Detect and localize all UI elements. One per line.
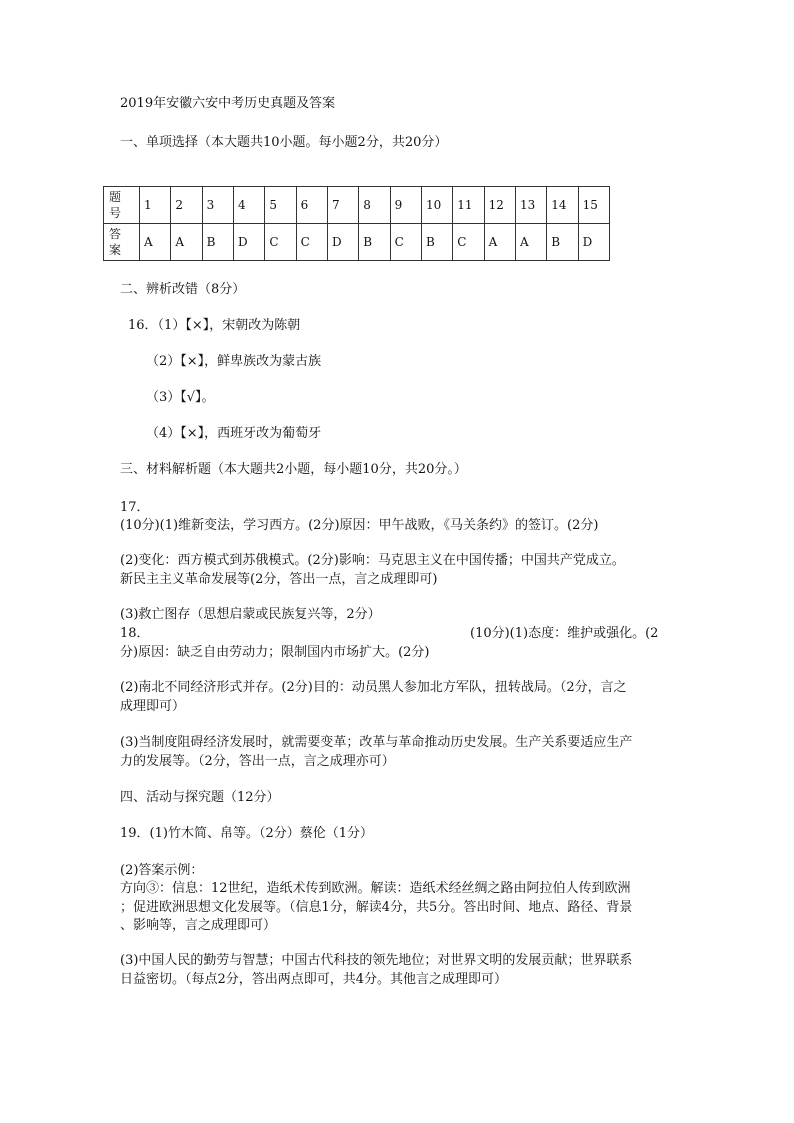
q16-item-4: （4）【×】，西班牙改为葡萄牙 — [146, 426, 322, 441]
q19-line-4: ；促进欧洲思想文化发展等。（信息1分，解读4分，共5分。答出时间、地点、路径、背景 — [120, 900, 633, 915]
section4-heading: 四、活动与探究题（12分） — [120, 790, 280, 805]
doc-title: 2019年安徽六安中考历史真题及答案 — [120, 96, 336, 111]
answer-table — [103, 186, 610, 261]
table-cell: 12 — [484, 187, 515, 224]
q17-line-4: (3)救亡图存（思想启蒙或民族复兴等，2分） — [120, 607, 381, 622]
q19-line-7: 日益密切。（每点2分，答出两点即可，共4分。其他言之成理即可） — [120, 972, 508, 987]
table-cell: 7 — [327, 187, 358, 224]
table-cell: 5 — [265, 187, 296, 224]
q19-line-2: (2)答案示例： — [120, 863, 204, 878]
q18-line-5: (3)当制度阻碍经济发展时，就需要变革；改革与革命推动历史发展。生产关系要适应生产 — [120, 735, 633, 750]
table-cell: 6 — [296, 187, 327, 224]
q19-line-3: 方向③：信息：12世纪，造纸术传到欧洲。解读：造纸术经丝绸之路由阿拉伯人传到欧洲 — [120, 881, 631, 896]
table-row-numbers — [104, 187, 610, 224]
q19-line-5: 、影响等，言之成理即可） — [120, 918, 277, 933]
q19-line-1: 19．(1)竹木简、帛等。（2分）蔡伦（1分） — [120, 826, 373, 841]
table-cell: B — [547, 224, 578, 261]
table-cell: B — [202, 224, 233, 261]
q18-number: 18． — [120, 626, 150, 641]
section2-heading: 二、辨析改错（8分） — [120, 282, 246, 297]
q18-line-2: 分)原因：缺乏自由劳动力；限制国内市场扩大。(2分) — [120, 645, 430, 660]
table-cell: C — [296, 224, 327, 261]
table-cell: A — [515, 224, 546, 261]
q18-line-3: (2)南北不同经济形式并存。(2分)目的：动员黑人参加北方军队，扭转战局。（2分，言之 — [120, 680, 627, 695]
q18-line-4: 成理即可） — [120, 699, 186, 714]
table-cell: C — [390, 224, 421, 261]
q17-line-1: (10分)(1)维新变法，学习西方。(2分)原因：甲午战败，《马关条约》的签订。(2分) — [120, 518, 599, 533]
q16-item-3: （3）【√】。 — [146, 390, 215, 405]
table-cell: A — [484, 224, 515, 261]
table-cell: 4 — [233, 187, 264, 224]
row-header-answer: 答 案 — [104, 224, 140, 261]
table-cell: D — [327, 224, 358, 261]
table-cell: A — [140, 224, 171, 261]
table-cell: 2 — [171, 187, 202, 224]
table-cell: 3 — [202, 187, 233, 224]
section1-heading: 一、单项选择（本大题共10小题。每小题2分，共20分） — [120, 135, 448, 150]
q17-line-2: (2)变化：西方模式到苏俄模式。(2分)影响：马克思主义在中国传播；中国共产党成立。 — [120, 553, 625, 568]
q18-line-1: (10分)(1)态度：维护或强化。(2 — [470, 626, 659, 641]
section3-heading: 三、材料解析题（本大题共2小题，每小题10分，共20分。） — [120, 462, 467, 477]
table-cell: 1 — [140, 187, 171, 224]
q17-number: 17． — [120, 500, 150, 515]
table-cell: 11 — [453, 187, 484, 224]
q19-line-6: (3)中国人民的勤劳与智慧；中国古代科技的领先地位；对世界文明的发展贡献；世界联系 — [120, 953, 633, 968]
table-cell: 9 — [390, 187, 421, 224]
q16-item-1: 16．（1）【×】，宋朝改为陈朝 — [128, 318, 301, 333]
row-header-number: 题 号 — [104, 187, 140, 224]
table-cell: D — [578, 224, 609, 261]
table-cell: B — [359, 224, 390, 261]
table-cell: C — [453, 224, 484, 261]
table-cell: D — [233, 224, 264, 261]
table-cell: A — [171, 224, 202, 261]
q17-line-3: 新民主主义革命发展等(2分，答出一点，言之成理即可) — [120, 572, 438, 587]
q16-item-2: （2）【×】，鲜卑族改为蒙古族 — [146, 354, 322, 369]
q18-line-6: 力的发展等。（2分，答出一点，言之成理亦可） — [120, 754, 395, 769]
table-cell: 14 — [547, 187, 578, 224]
table-cell: B — [421, 224, 452, 261]
table-cell: C — [265, 224, 296, 261]
table-cell: 10 — [421, 187, 452, 224]
table-cell: 15 — [578, 187, 609, 224]
table-row-answers — [104, 224, 610, 261]
table-cell: 8 — [359, 187, 390, 224]
table-cell: 13 — [515, 187, 546, 224]
